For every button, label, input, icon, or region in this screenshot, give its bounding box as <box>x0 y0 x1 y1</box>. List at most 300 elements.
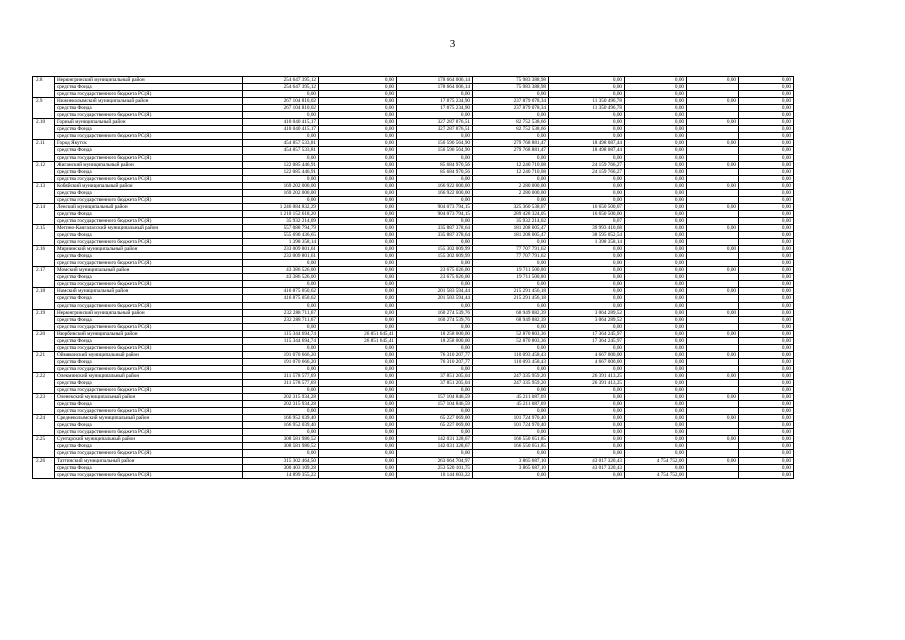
row-number-cell <box>33 387 55 394</box>
value-cell: 0,00 <box>319 105 397 112</box>
table-row <box>33 182 794 189</box>
table-row <box>33 77 794 84</box>
value-cell: 0,00 <box>397 217 473 224</box>
value-cell: 160 274 539,76 <box>397 309 473 316</box>
row-name-cell: Нюрбинский муниципальный район <box>55 330 243 337</box>
value-cell: 0,00 <box>739 436 794 443</box>
row-number-cell: 2.12 <box>33 161 55 168</box>
page-number: 3 <box>449 38 456 50</box>
value-cell: 155 302 009,99 <box>397 253 473 260</box>
value-cell: 0,00 <box>397 344 473 351</box>
value-cell: 26 851 645,41 <box>319 330 397 337</box>
row-name-cell: средства Фонда <box>55 84 243 91</box>
value-cell: 0,00 <box>739 429 794 436</box>
value-cell <box>687 295 739 302</box>
value-cell: 142 031 328,67 <box>397 443 473 450</box>
row-number-cell <box>33 358 55 365</box>
value-cell <box>687 274 739 281</box>
value-cell: 39 993 410,68 <box>549 224 625 231</box>
value-cell: 0,00 <box>625 126 687 133</box>
row-number-cell <box>33 239 55 246</box>
value-cell: 178 664 006,14 <box>397 84 473 91</box>
value-cell: 0,00 <box>625 182 687 189</box>
value-cell: 0,00 <box>473 281 549 288</box>
row-number-cell <box>33 189 55 196</box>
value-cell: 0,00 <box>549 119 625 126</box>
value-cell: 335 887 378,64 <box>397 232 473 239</box>
value-cell: 0,00 <box>625 147 687 154</box>
value-cell: 0,00 <box>319 182 397 189</box>
value-cell <box>687 316 739 323</box>
value-cell: 0,00 <box>243 450 319 457</box>
value-cell: 232 288 711,67 <box>243 316 319 323</box>
value-cell: 0,00 <box>243 260 319 267</box>
value-cell: 2 280 000,00 <box>473 182 549 189</box>
value-cell: 0,00 <box>319 408 397 415</box>
table-row <box>33 309 794 316</box>
value-cell: 202 315 934,28 <box>243 401 319 408</box>
value-cell: 0,00 <box>739 203 794 210</box>
row-name-cell: средства Фонда <box>55 443 243 450</box>
table-row <box>33 450 794 457</box>
value-cell: 166 922 000,00 <box>397 189 473 196</box>
value-cell: 0,00 <box>319 302 397 309</box>
value-cell: 77 707 791,62 <box>473 246 549 253</box>
value-cell: 0,00 <box>625 443 687 450</box>
row-name-cell: Нерюнгринский муниципальный район <box>55 77 243 84</box>
value-cell: 0,00 <box>397 260 473 267</box>
row-number-cell <box>33 443 55 450</box>
value-cell: 0,00 <box>739 246 794 253</box>
value-cell: 17 364 245,97 <box>549 330 625 337</box>
value-cell: 0,00 <box>397 302 473 309</box>
value-cell: 904 073 794,15 <box>397 210 473 217</box>
value-cell: 0,00 <box>549 246 625 253</box>
value-cell: 557 088 794,79 <box>243 224 319 231</box>
value-cell: 0,00 <box>687 330 739 337</box>
value-cell: 18 258 000,00 <box>397 330 473 337</box>
value-cell: 0,00 <box>549 394 625 401</box>
value-cell: 279 768 881,47 <box>473 147 549 154</box>
table-row <box>33 154 794 161</box>
value-cell: 0,00 <box>739 464 794 471</box>
value-cell <box>687 464 739 471</box>
table-row <box>33 358 794 365</box>
value-cell: 3 064 289,52 <box>549 316 625 323</box>
value-cell: 82 752 538,66 <box>473 119 549 126</box>
value-cell: 0,00 <box>739 133 794 140</box>
value-cell: 0,00 <box>549 422 625 429</box>
value-cell: 0,00 <box>319 380 397 387</box>
value-cell: 4 667 000,00 <box>549 351 625 358</box>
value-cell: 0,00 <box>243 387 319 394</box>
row-number-cell <box>33 210 55 217</box>
value-cell: 0,00 <box>319 309 397 316</box>
row-name-cell: средства государственного бюджета РС(Я) <box>55 91 243 98</box>
value-cell: 4 667 000,00 <box>549 358 625 365</box>
table-row <box>33 457 794 464</box>
value-cell: 18 498 087,44 <box>549 140 625 147</box>
value-cell: 0,00 <box>625 358 687 365</box>
value-cell: 0,00 <box>319 394 397 401</box>
value-cell: 0,00 <box>549 401 625 408</box>
value-cell: 156 590 564,90 <box>397 140 473 147</box>
value-cell: 16 650 500,00 <box>549 210 625 217</box>
value-cell: 0,00 <box>319 429 397 436</box>
value-cell: 0,00 <box>625 217 687 224</box>
value-cell: 247 335 959,20 <box>473 380 549 387</box>
value-cell: 0,00 <box>473 239 549 246</box>
value-cell: 0,00 <box>243 323 319 330</box>
value-cell: 0,00 <box>243 133 319 140</box>
value-cell: 75 983 388,98 <box>473 84 549 91</box>
row-name-cell: Мирнинский муниципальный район <box>55 246 243 253</box>
row-name-cell: Горный муниципальный район <box>55 119 243 126</box>
value-cell: 0,00 <box>319 175 397 182</box>
value-cell: 0,00 <box>549 112 625 119</box>
value-cell: 0,00 <box>687 77 739 84</box>
value-cell: 0,00 <box>473 112 549 119</box>
value-cell: 3 064 289,52 <box>549 309 625 316</box>
value-cell: 18 258 000,00 <box>397 337 473 344</box>
value-cell: 169 202 000,00 <box>243 182 319 189</box>
row-name-cell: средства государственного бюджета РС(Я) <box>55 387 243 394</box>
value-cell: 0,00 <box>739 196 794 203</box>
row-name-cell: Ленский муниципальный район <box>55 203 243 210</box>
value-cell: 410 040 415,17 <box>243 119 319 126</box>
value-cell: 0,00 <box>739 351 794 358</box>
value-cell: 24 159 766,27 <box>549 168 625 175</box>
value-cell: 0,00 <box>687 246 739 253</box>
row-name-cell: средства Фонда <box>55 337 243 344</box>
table-row <box>33 217 794 224</box>
value-cell: 3 865 687,10 <box>473 464 549 471</box>
row-number-cell <box>33 133 55 140</box>
row-name-cell: средства государственного бюджета РС(Я) <box>55 260 243 267</box>
value-cell: 0,00 <box>319 471 397 478</box>
value-cell: 0,00 <box>687 309 739 316</box>
value-cell: 335 887 378,64 <box>397 224 473 231</box>
row-name-cell: Олекминский муниципальный район <box>55 372 243 379</box>
table-row <box>33 471 794 478</box>
value-cell: 0,00 <box>625 436 687 443</box>
table-row <box>33 344 794 351</box>
row-number-cell: 2.9 <box>33 98 55 105</box>
row-name-cell: средства государственного бюджета РС(Я) <box>55 133 243 140</box>
value-cell: 0,00 <box>319 274 397 281</box>
value-cell: 0,00 <box>549 126 625 133</box>
row-number-cell: 2.16 <box>33 246 55 253</box>
value-cell: 0,00 <box>549 260 625 267</box>
row-name-cell: средства государственного бюджета РС(Я) <box>55 323 243 330</box>
value-cell: 0,00 <box>739 126 794 133</box>
value-cell: 0,00 <box>687 267 739 274</box>
row-number-cell <box>33 168 55 175</box>
value-cell: 233 009 801,61 <box>243 246 319 253</box>
value-cell: 0,00 <box>319 210 397 217</box>
value-cell: 0,00 <box>473 302 549 309</box>
value-cell: 35 932 214,09 <box>243 217 319 224</box>
value-cell: 0,00 <box>739 105 794 112</box>
value-cell: 166 550 651,85 <box>473 436 549 443</box>
value-cell: 155 302 009,99 <box>397 246 473 253</box>
value-cell: 0,00 <box>739 224 794 231</box>
value-cell: 0,00 <box>397 281 473 288</box>
value-cell: 0,00 <box>625 112 687 119</box>
value-cell: 232 288 711,67 <box>243 309 319 316</box>
value-cell <box>687 105 739 112</box>
table-row <box>33 161 794 168</box>
value-cell: 0,00 <box>625 175 687 182</box>
value-cell: 308 581 980,52 <box>243 443 319 450</box>
value-cell: 0,00 <box>739 253 794 260</box>
value-cell <box>687 175 739 182</box>
value-cell: 0,00 <box>625 380 687 387</box>
row-number-cell <box>33 337 55 344</box>
row-name-cell: средства Фонда <box>55 189 243 196</box>
value-cell: 0,00 <box>687 436 739 443</box>
row-name-cell: средства государственного бюджета РС(Я) <box>55 344 243 351</box>
value-cell <box>687 126 739 133</box>
value-cell: 0,00 <box>625 323 687 330</box>
value-cell: 0,00 <box>549 450 625 457</box>
value-cell: 0,00 <box>739 175 794 182</box>
value-cell: 0,00 <box>625 274 687 281</box>
value-cell <box>687 408 739 415</box>
table-row <box>33 372 794 379</box>
value-cell: 37 851 205,04 <box>397 380 473 387</box>
value-cell: 0,00 <box>319 161 397 168</box>
value-cell: 0,00 <box>625 224 687 231</box>
value-cell: 267 104 810,02 <box>243 105 319 112</box>
value-cell: 52 870 803,36 <box>473 337 549 344</box>
value-cell <box>687 380 739 387</box>
value-cell: 237 879 078,34 <box>473 98 549 105</box>
value-cell: 0,00 <box>549 267 625 274</box>
table-row <box>33 281 794 288</box>
value-cell: 157 104 846,59 <box>397 394 473 401</box>
value-cell: 247 335 959,20 <box>473 372 549 379</box>
value-cell: 0,00 <box>319 91 397 98</box>
row-number-cell <box>33 126 55 133</box>
value-cell: 35 932 214,02 <box>473 217 549 224</box>
value-cell: 0,00 <box>739 394 794 401</box>
value-cell: 0,00 <box>625 189 687 196</box>
value-cell: 0,00 <box>319 196 397 203</box>
value-cell: 68 949 882,39 <box>473 316 549 323</box>
value-cell: 0,00 <box>397 196 473 203</box>
table-body <box>33 77 794 479</box>
value-cell: 17 364 245,97 <box>549 337 625 344</box>
row-name-cell: средства государственного бюджета РС(Я) <box>55 302 243 309</box>
value-cell: 0,00 <box>739 387 794 394</box>
row-name-cell: средства Фонда <box>55 105 243 112</box>
value-cell: 0,00 <box>319 323 397 330</box>
value-cell: 0,00 <box>625 203 687 210</box>
value-cell: 0,00 <box>625 98 687 105</box>
value-cell: 0,00 <box>243 154 319 161</box>
table-row <box>33 274 794 281</box>
value-cell: 0,00 <box>625 232 687 239</box>
value-cell: 23 675 026,00 <box>397 267 473 274</box>
value-cell: 166 952 039,40 <box>243 415 319 422</box>
table-row <box>33 175 794 182</box>
row-name-cell: средства Фонда <box>55 464 243 471</box>
value-cell <box>687 112 739 119</box>
value-cell: 0,00 <box>243 91 319 98</box>
value-cell: 0,00 <box>739 302 794 309</box>
value-cell <box>687 154 739 161</box>
row-number-cell <box>33 323 55 330</box>
value-cell: 43 386 526,00 <box>243 267 319 274</box>
row-number-cell <box>33 91 55 98</box>
row-name-cell: Среднеколымский муниципальный район <box>55 415 243 422</box>
table-row <box>33 168 794 175</box>
value-cell: 454 857 533,81 <box>243 147 319 154</box>
value-cell: 76 310 207,77 <box>397 358 473 365</box>
value-cell: 0,00 <box>625 210 687 217</box>
row-number-cell <box>33 274 55 281</box>
table-row <box>33 464 794 471</box>
value-cell: 254 647 395,12 <box>243 77 319 84</box>
value-cell: 0,00 <box>687 224 739 231</box>
value-cell: 45 211 087,69 <box>473 394 549 401</box>
value-cell: 0,00 <box>739 77 794 84</box>
value-cell: 0,00 <box>549 344 625 351</box>
value-cell: 0,00 <box>243 429 319 436</box>
value-cell: 115 344 694,74 <box>243 330 319 337</box>
value-cell: 0,00 <box>319 457 397 464</box>
value-cell: 0,00 <box>243 344 319 351</box>
value-cell: 0,00 <box>319 358 397 365</box>
value-cell <box>687 450 739 457</box>
row-name-cell: средства государственного бюджета РС(Я) <box>55 112 243 119</box>
value-cell: 65 227 069,00 <box>397 422 473 429</box>
value-cell: 0,00 <box>739 358 794 365</box>
row-number-cell: 2.23 <box>33 394 55 401</box>
table-row <box>33 365 794 372</box>
value-cell: 0,00 <box>549 133 625 140</box>
value-cell: 0,00 <box>319 232 397 239</box>
value-cell: 0,00 <box>549 408 625 415</box>
value-cell: 0,00 <box>739 471 794 478</box>
value-cell: 0,00 <box>739 147 794 154</box>
value-cell: 0,00 <box>319 464 397 471</box>
row-name-cell: Город Якутск <box>55 140 243 147</box>
row-number-cell <box>33 365 55 372</box>
value-cell: 0,00 <box>319 112 397 119</box>
row-name-cell: средства государственного бюджета РС(Я) <box>55 365 243 372</box>
value-cell <box>687 253 739 260</box>
value-cell: 0,00 <box>625 351 687 358</box>
value-cell: 101 724 970,40 <box>473 415 549 422</box>
value-cell: 0,00 <box>473 429 549 436</box>
value-cell: 68 949 882,39 <box>473 309 549 316</box>
value-cell: 0,00 <box>625 450 687 457</box>
value-cell: 0,00 <box>687 351 739 358</box>
value-cell: 0,00 <box>397 239 473 246</box>
value-cell: 0,00 <box>319 239 397 246</box>
value-cell: 0,00 <box>687 161 739 168</box>
value-cell <box>687 133 739 140</box>
value-cell: 0,00 <box>549 302 625 309</box>
value-cell <box>687 232 739 239</box>
row-name-cell: средства Фонда <box>55 422 243 429</box>
value-cell: 0,00 <box>625 372 687 379</box>
value-cell: 24 159 766,27 <box>549 161 625 168</box>
value-cell: 12 240 710,08 <box>473 168 549 175</box>
value-cell: 0,00 <box>739 91 794 98</box>
value-cell: 4 754 752,00 <box>625 471 687 478</box>
value-cell: 1 398 358,14 <box>549 239 625 246</box>
value-cell <box>687 196 739 203</box>
table-row <box>33 189 794 196</box>
value-cell: 0,00 <box>319 77 397 84</box>
table-row <box>33 267 794 274</box>
value-cell: 0,00 <box>397 112 473 119</box>
table-row <box>33 105 794 112</box>
value-cell: 0,00 <box>319 246 397 253</box>
row-name-cell: средства государственного бюджета РС(Я) <box>55 175 243 182</box>
value-cell: 315 302 464,50 <box>243 457 319 464</box>
value-cell: 416 875 050,62 <box>243 288 319 295</box>
value-cell: 253 520 101,75 <box>397 464 473 471</box>
value-cell: 201 583 594,44 <box>397 288 473 295</box>
value-cell: 85 684 970,56 <box>397 161 473 168</box>
value-cell: 215 291 456,18 <box>473 288 549 295</box>
value-cell: 0,00 <box>625 415 687 422</box>
row-number-cell: 2.8 <box>33 77 55 84</box>
table-row <box>33 98 794 105</box>
value-cell: 0,00 <box>625 239 687 246</box>
value-cell: 0,00 <box>319 372 397 379</box>
value-cell: 0,00 <box>625 337 687 344</box>
value-cell: 0,00 <box>549 84 625 91</box>
value-cell <box>687 210 739 217</box>
value-cell: 45 211 087,69 <box>473 401 549 408</box>
row-number-cell: 2.18 <box>33 288 55 295</box>
row-name-cell: средства государственного бюджета РС(Я) <box>55 217 243 224</box>
value-cell: 0,00 <box>739 182 794 189</box>
value-cell: 0,00 <box>549 77 625 84</box>
value-cell: 110 093 458,43 <box>473 358 549 365</box>
row-name-cell: средства государственного бюджета РС(Я) <box>55 471 243 478</box>
value-cell: 555 690 436,65 <box>243 232 319 239</box>
row-name-cell: средства государственного бюджета РС(Я) <box>55 429 243 436</box>
value-cell: 0,00 <box>473 133 549 140</box>
value-cell: 16 650 500,07 <box>549 203 625 210</box>
row-number-cell: 2.21 <box>33 351 55 358</box>
value-cell: 0,00 <box>319 365 397 372</box>
value-cell: 0,00 <box>625 281 687 288</box>
value-cell: 1 246 084 832,29 <box>243 203 319 210</box>
value-cell: 0,00 <box>319 436 397 443</box>
value-cell: 0,00 <box>625 401 687 408</box>
value-cell: 0,00 <box>625 253 687 260</box>
value-cell: 0,00 <box>625 77 687 84</box>
table-row <box>33 323 794 330</box>
value-cell: 0,00 <box>397 365 473 372</box>
value-cell <box>687 217 739 224</box>
row-number-cell <box>33 401 55 408</box>
value-cell: 0,00 <box>739 154 794 161</box>
table-row <box>33 351 794 358</box>
value-cell: 0,00 <box>739 112 794 119</box>
value-cell <box>687 337 739 344</box>
value-cell: 0,00 <box>625 387 687 394</box>
value-cell: 0,00 <box>549 436 625 443</box>
value-cell: 327 287 876,51 <box>397 126 473 133</box>
